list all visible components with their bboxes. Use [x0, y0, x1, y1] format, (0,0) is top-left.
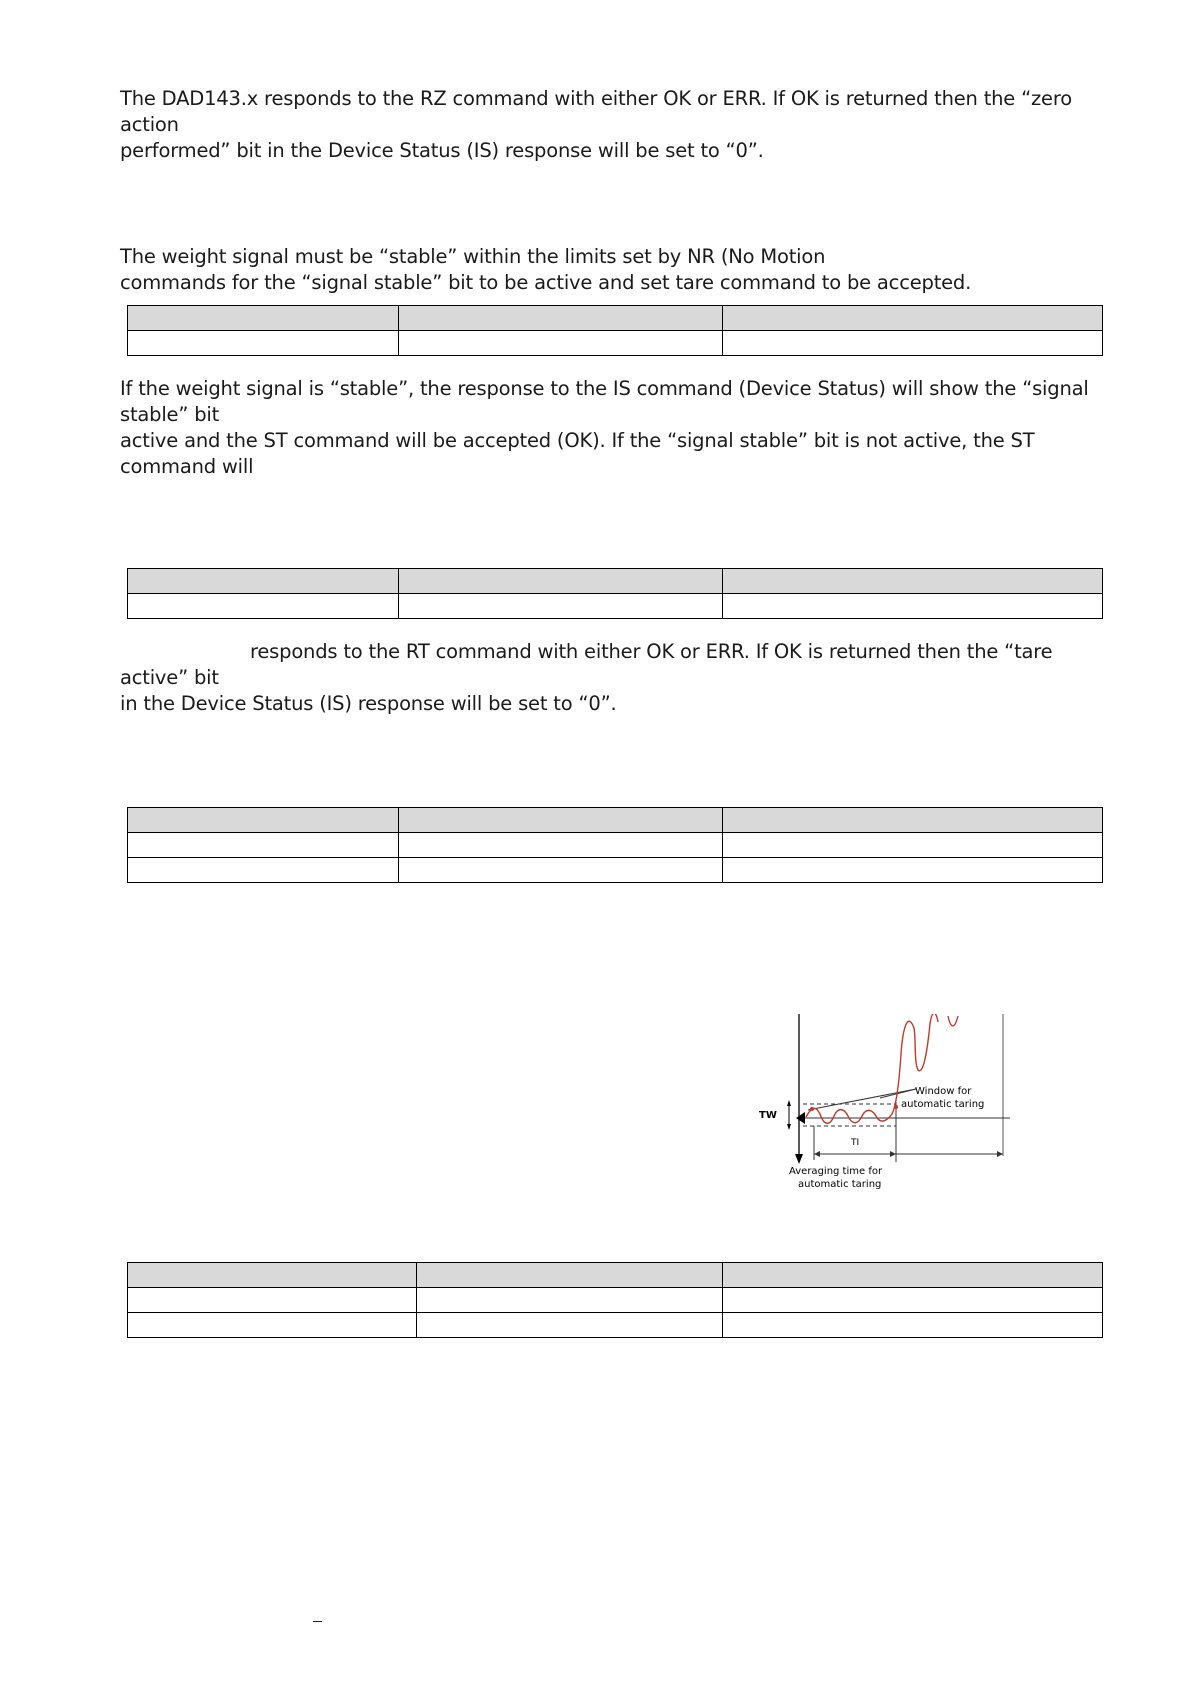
stable-command-table — [127, 305, 1103, 356]
ti-label: TI — [851, 1138, 860, 1148]
window-label-line-2: automatic taring — [901, 1099, 985, 1110]
is-command-line-2: active and the ST command will be accepted (OK). If the “signal stable” bit is not active, the ST command will — [120, 429, 1035, 478]
footer-dash — [313, 1621, 322, 1622]
table-row — [128, 1288, 1103, 1313]
table-row — [128, 594, 1103, 619]
rz-response-line-2: performed” bit in the Device Status (IS) response will be set to “0”. — [120, 139, 764, 162]
table-header-row — [128, 808, 1103, 833]
rt-response-line-2: in the Device Status (IS) response will be set to “0”. — [120, 692, 617, 715]
table-row — [128, 331, 1103, 356]
averaging-label-line-1: Averaging time for — [789, 1166, 883, 1177]
rz-response-line-1: The DAD143.x responds to the RZ command with either OK or ERR. If OK is returned then the “zero action — [120, 87, 1072, 136]
table-row — [128, 1313, 1103, 1338]
table-row — [128, 858, 1103, 883]
stable-line-1: The weight signal must be “stable” within the limits set by NR (No Motion — [120, 245, 826, 268]
table-header-row — [128, 569, 1103, 594]
table-header-row — [128, 1263, 1103, 1288]
rt-response-paragraph — [120, 639, 1110, 717]
averaging-label-line-2: automatic taring — [798, 1179, 882, 1190]
stable-paragraph — [120, 244, 1110, 296]
set-tare-table — [127, 568, 1103, 619]
reset-tare-table — [127, 807, 1103, 883]
window-label-line-1: Window for — [915, 1086, 972, 1097]
is-command-paragraph — [120, 376, 1110, 480]
automatic-taring-diagram — [756, 1014, 1016, 1194]
table-header-row — [128, 306, 1103, 331]
table-row — [128, 833, 1103, 858]
rt-response-line-1: responds to the RT command with either OK or ERR. If OK is returned then the “tare active” bit — [120, 640, 1053, 689]
rz-response-paragraph — [120, 86, 1110, 164]
stable-line-2: commands for the “signal stable” bit to be active and set tare command to be accepted. — [120, 271, 972, 294]
is-command-line-1: If the weight signal is “stable”, the response to the IS command (Device Status) will show the “signal stable” bit — [120, 377, 1089, 426]
auto-tare-table — [127, 1262, 1103, 1338]
tw-label: TW — [759, 1110, 777, 1121]
